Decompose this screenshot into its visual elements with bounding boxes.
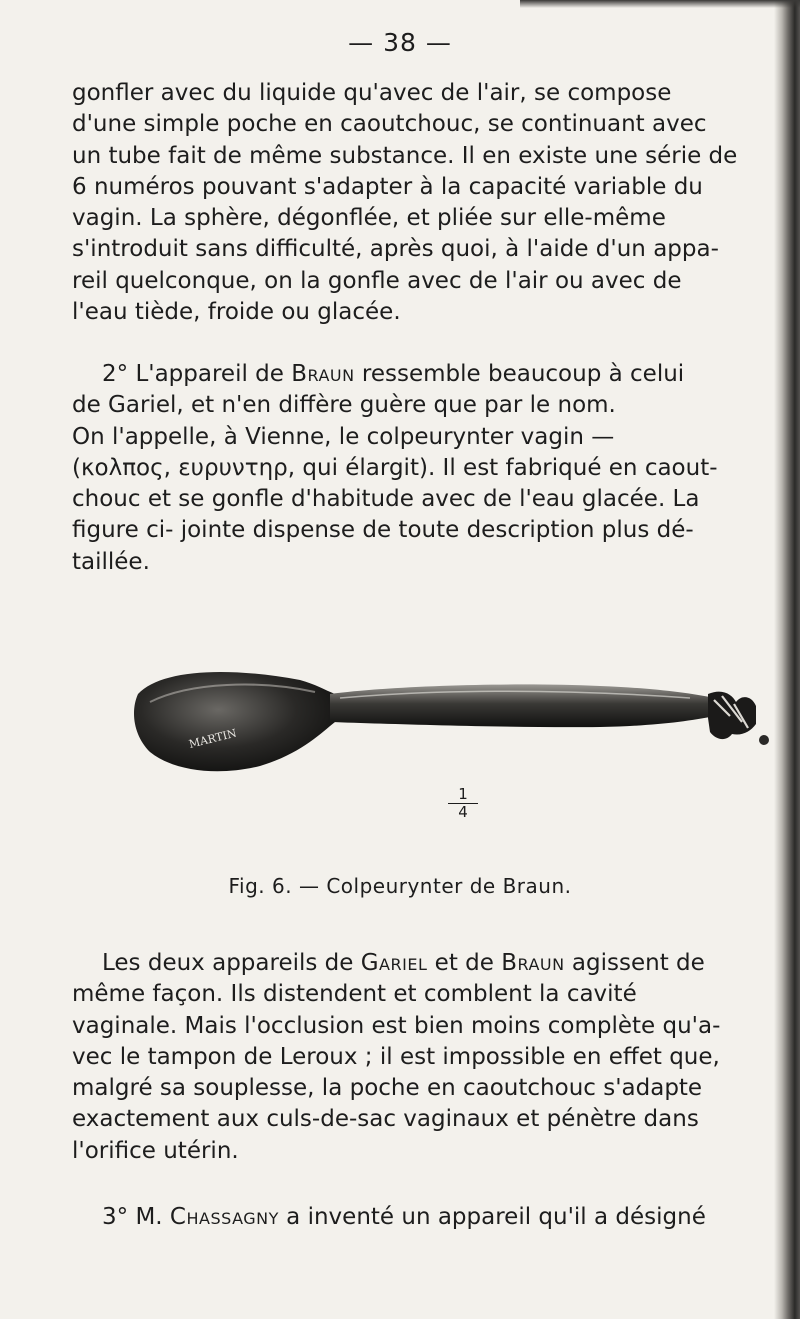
paragraph-comparison bbox=[72, 948, 767, 1167]
text-line: 6 numéros pouvant s'adapter à la capacité variable du bbox=[72, 173, 703, 200]
page-top-shadow bbox=[520, 0, 800, 8]
text-line bbox=[72, 948, 767, 979]
text-line: taillée. bbox=[72, 548, 150, 575]
figure-caption: Fig. 6. — Colpeurynter de Braun. bbox=[228, 874, 572, 898]
text-line: (κολπος, ευρυντηρ, qui élargit). Il est fabriqué en caout- bbox=[72, 454, 718, 481]
scale-denominator: 4 bbox=[458, 803, 468, 821]
colpeurynter-illustration bbox=[130, 664, 770, 779]
text-run: 2° L'appareil de bbox=[102, 361, 292, 387]
text-run: et de bbox=[427, 950, 502, 976]
text-line: même façon. Ils distendent et comblent la cavité bbox=[72, 981, 637, 1008]
page-binding-edge bbox=[774, 0, 800, 1319]
text-line: figure ci- jointe dispense de toute description plus dé- bbox=[72, 517, 694, 544]
text-run: 3° M. bbox=[102, 1204, 170, 1230]
text-run: ressemble beaucoup à celui bbox=[354, 361, 685, 387]
text-line bbox=[72, 1202, 767, 1233]
text-line: s'introduit sans difficulté, après quoi, à l'aide d'un appa- bbox=[72, 236, 719, 263]
text-line: vagin. La sphère, dégonflée, et pliée sur elle-même bbox=[72, 205, 666, 232]
paragraph-gariel-description bbox=[72, 78, 767, 328]
text-line: vaginale. Mais l'occlusion est bien moins complète qu'a- bbox=[72, 1012, 721, 1039]
author-name: Gariel bbox=[360, 950, 428, 976]
text-line: exactement aux culs-de-sac vaginaux et pénètre dans bbox=[72, 1106, 699, 1133]
text-line: gonfler avec du liquide qu'avec de l'air, se compose bbox=[72, 80, 672, 106]
text-line: l'eau tiède, froide ou glacée. bbox=[72, 299, 401, 326]
text-line: un tube fait de même substance. Il en existe une série de bbox=[72, 142, 738, 169]
paragraph-braun-apparatus bbox=[72, 359, 767, 578]
text-line: reil quelconque, on la gonfle avec de l'air ou avec de bbox=[72, 267, 682, 294]
text-line: On l'appelle, à Vienne, le colpeurynter vagin — bbox=[72, 423, 615, 450]
scale-numerator: 1 bbox=[448, 786, 478, 804]
author-name: Chassagny bbox=[169, 1204, 279, 1230]
text-line: vec le tampon de Leroux ; il est impossible en effet que, bbox=[72, 1043, 720, 1070]
author-name: Braun bbox=[501, 950, 565, 976]
text-run: Les deux appareils de bbox=[102, 950, 361, 976]
text-run: agissent de bbox=[564, 950, 705, 976]
engraved-label: MARTIN bbox=[187, 726, 238, 751]
text-line: d'une simple poche en caoutchouc, se continuant avec bbox=[72, 111, 707, 138]
text-run: a inventé un appareil qu'il a désigné bbox=[278, 1204, 706, 1230]
scale-fraction bbox=[448, 786, 478, 821]
text-line: de Gariel, et n'en diffère guère que par le nom. bbox=[72, 392, 616, 419]
text-line: l'orifice utérin. bbox=[72, 1137, 239, 1164]
text-line: malgré sa souplesse, la poche en caoutchouc s'adapte bbox=[72, 1075, 703, 1102]
text-line: chouc et se gonfle d'habitude avec de l'eau glacée. La bbox=[72, 486, 700, 513]
paragraph-chassagny bbox=[72, 1202, 767, 1233]
author-name: Braun bbox=[291, 361, 355, 387]
page-number: — 38 — bbox=[348, 28, 452, 57]
text-line bbox=[72, 359, 767, 390]
